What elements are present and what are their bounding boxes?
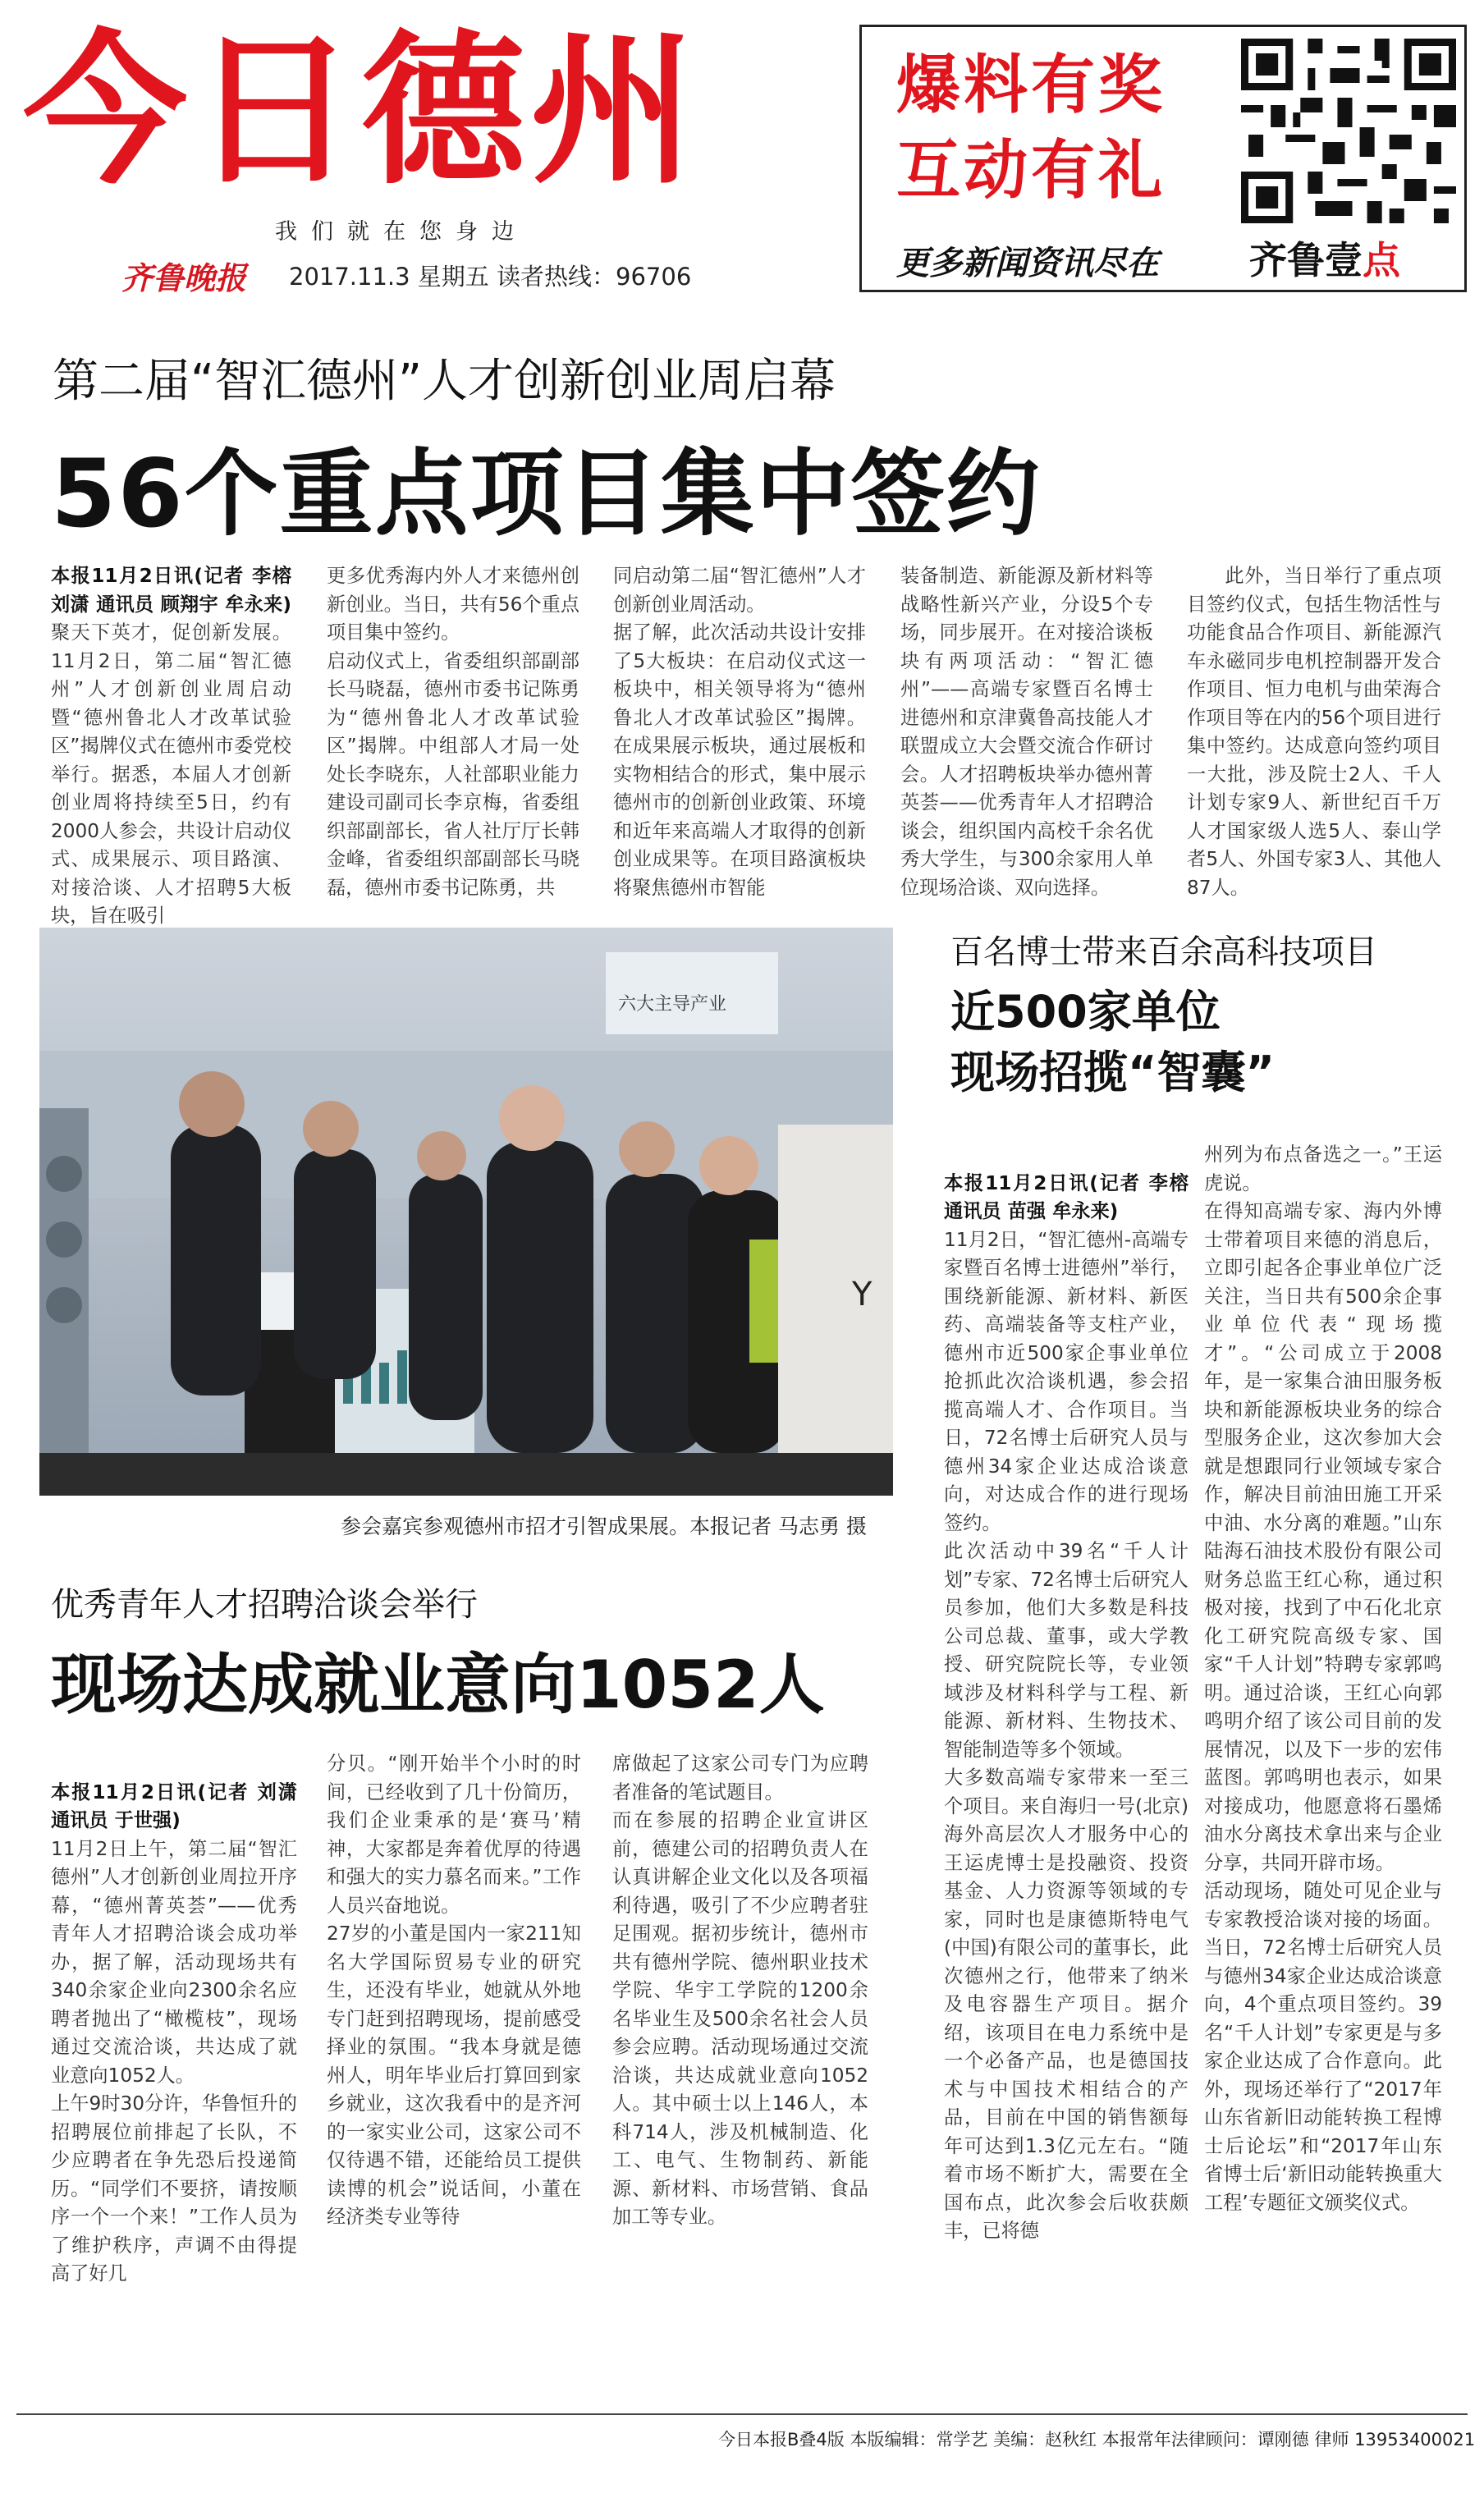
lead-col-1 xyxy=(51,562,291,927)
masthead-title: 今日德州 xyxy=(23,16,700,207)
app-logo xyxy=(1249,231,1400,285)
right-col-1 xyxy=(944,1141,1189,2389)
lower-col-2: 分贝。“刚开始半个小时的时间，已经收到了几十份简历，我们企业秉承的是‘赛马’精神，大家都是奔着优厚的待遇和强大的实力慕名而来。”工作人员兴奋地说。 27岁的小董是国内一家211知名大学国际贸易专业的研究生，还没有毕业，她就从外地专门赶到招聘现场，提前感受择业的氛围。“我本身就是德州人，明年毕业后打算回到家乡就业，这次我看中的是齐河的一家实业公司，这家公司不仅待遇不错，还能给员工提供读博的机会”说话间，小董在经济类专业等待 xyxy=(327,1753,581,2228)
exhibition-photo xyxy=(39,928,893,1496)
promo-box xyxy=(859,25,1467,292)
lower-headline: 现场达成就业意向1052人 xyxy=(51,1647,825,1723)
lead-headline: 56个重点项目集中签约 xyxy=(51,439,1042,548)
right-byline: 本报11月2日讯(记者 李榕 通讯员 苗强 牟永来) xyxy=(944,1171,1189,1222)
app-dot: 点 xyxy=(1363,238,1400,282)
lower-pre-headline: 优秀青年人才招聘洽谈会举行 xyxy=(51,1586,478,1624)
dateline: 2017.11.3 星期五 读者热线：96706 xyxy=(289,263,692,291)
paper-logo: 齐鲁晚报 xyxy=(121,259,247,296)
app-name: 齐鲁壹 xyxy=(1249,238,1363,282)
right-headline-line-1: 近500家单位 xyxy=(950,986,1221,1038)
lead-col-4: 装备制造、新能源及新材料等战略性新兴产业，分设5个专场，同步展开。在对接洽谈板块有两项活动：“智汇德州”——高端专家暨百名博士进德州和京津冀鲁高技能人才联盟成立大会暨交流合作研讨会。人才招聘板块举办德州菁英荟——优秀青年人才招聘洽谈会，组织国内高校千余名优秀大学生，与300余家用人单位现场洽谈、双向选择。 xyxy=(900,565,1153,899)
exhibition-photo-image xyxy=(39,928,893,1496)
lead-byline: 本报11月2日讯(记者 李榕 刘潇 通讯员 顾翔宇 牟永来) xyxy=(51,565,291,616)
lead-col-5: 此外，当日举行了重点项目签约仪式，包括生物活性与功能食品合作项目、新能源汽车永磁同步电机控制器开发合作项目、恒力电机与曲荣海合作项目等在内的56个项目进行集中签约。达成意向签约项目一大批，涉及院士2人、千人计划专家9人、新世纪百千万人才国家级人选5人、泰山学者5人、外国专家3人、其他人87人。 xyxy=(1187,565,1441,899)
svg-text:Y: Y xyxy=(852,1276,873,1313)
right-col-2: 州列为布点备选之一。”王运虎说。 在得知高端专家、海内外博士带着项目来德的消息后，立即引起各企事业单位广泛关注，当日共有500余企事业单位代表“现场揽才”。“公司成立于2008年，是一家集合油田服务板块和新能源板块业务的综合型服务企业，这次参加大会就是想跟同行业领域专家合作，解决目前油田施工开采中油、水分离的难题。”山东陆海石油技术股份有限公司财务总监王红心称，通过积极对接，找到了中石化北京化工研究院高级专家、国家“千人计划”特聘专家郭鸣明。通过洽谈，王红心向郭鸣明介绍了该公司目前的发展情况，以及下一步的宏伟蓝图。郭鸣明也表示，如果对接成功，他愿意将石墨烯油水分离技术拿出来与企业分享，共同开辟市场。 活动现场，随处可见企业与专家教授洽谈对接的场面。当日，72名博士后研究人员与德州34家企业达成洽谈意向，4个重点项目签约。39名“千人计划”专家更是与多家企业达成了合作意向。此外，现场还举行了“2017年山东省新旧动能转换工程博士后论坛”和“2017年山东省博士后‘新旧动能转换重大工程’专题征文颁奖仪式。 xyxy=(1204,1143,1442,2214)
right-pre-headline: 百名博士带来百余高科技项目 xyxy=(950,933,1377,971)
banner-text: 六大主导产业 xyxy=(618,994,727,1015)
lower-byline: 本报11月2日讯(记者 刘潇 通讯员 于世强) xyxy=(51,1780,297,1831)
lead-col-3: 同启动第二届“智汇德州”人才创新创业周活动。 据了解，此次活动共设计安排了5大板块：在启动仪式这一板块中，相关领导将为“德州鲁北人才改革试验区”揭牌。在成果展示板块，通过展板和实物相结合的形式，集中展示德州市的创新创业政策、环境和近年来高端人才取得的创新创业成果等。在项目路演板块将聚焦德州市智能 xyxy=(613,565,866,899)
right-col-1-text: 11月2日，“智汇德州-高端专家暨百名博士进德州”举行，围绕新能源、新材料、新医药、高端装备等支柱产业，德州市近500家企事业单位抢抓此次洽谈机遇，参会招揽高端人才、合作项目。当日，72名博士后研究人员与德州34家企业达成洽谈意向，对达成合作的进行现场签约。 此次活动中39名“千人计划”专家、72名博士后研究人员参加，他们大多数是科技公司总裁、董事，或大学教授、研究院院长等，专业领域涉及材料科学与工程、新能源、新材料、生物技术、智能制造等多个领域。 大多数高端专家带来一至三个项目。来自海归一号(北京)海外高层次人才服务中心的王运虎博士是投融资、投资基金、人力资源等领域的专家，同时也是康德斯特电气(中国)有限公司的董事长，此次德州之行，他带来了纳米及电容器生产项目。据介绍，该项目在电力系统中是一个必备产品，也是德国技术与中国技术相结合的产品，目前在中国的销售额每年可达到1.3亿元左右。“随着市场不断扩大，需要在全国布点，此次参会后收获颇丰，已将德 xyxy=(944,1228,1189,2242)
lower-col-1-text: 11月2日上午，第二届“智汇德州”人才创新创业周拉开序幕，“德州菁英荟”——优秀青年人才招聘洽谈会成功举办，据了解，活动现场共有340余家企业向2300余名应聘者抛出了“橄榄枝”，现场通过交流洽谈，共达成了就业意向1052人。 上午9时30分许，华鲁恒升的招聘展位前排起了长队，不少应聘者在争先恐后投递简历。“同学们不要挤，请按顺序一个一个来！”工作人员为了维护秩序，声调不由得提高了好几 xyxy=(51,1837,297,2285)
masthead-slogan: 我们就在您身边 xyxy=(275,219,528,245)
footer-credits: 今日本报B叠4版 本版编辑：常学艺 美编：赵秋红 本报常年法律顾问：谭刚德 律师 13953400021 xyxy=(718,2430,1476,2450)
footer-rule xyxy=(16,2413,1468,2415)
qr-code-icon[interactable] xyxy=(1241,39,1456,223)
photo-caption: 参会嘉宾参观德州市招才引智成果展。本报记者 马志勇 摄 xyxy=(341,1515,867,1538)
right-headline-line-2: 现场招揽“智囊” xyxy=(950,1047,1275,1098)
lead-pre-headline: 第二届“智汇德州”人才创新创业周启幕 xyxy=(53,355,836,408)
lead-col-2: 更多优秀海内外人才来德州创新创业。当日，共有56个重点项目集中签约。 启动仪式上，省委组织部副部长马晓磊，德州市委书记陈勇为“德州鲁北人才改革试验区”揭牌。中组部人才局一处处长李晓东，人社部职业能力建设司副司长李京梅，省委组织部副部长，省人社厅厅长韩金峰，省委组织部副部长马晓磊，德州市委书记陈勇，共 xyxy=(327,565,579,899)
lower-col-3: 席做起了这家公司专门为应聘者准备的笔试题目。 而在参展的招聘企业宣讲区前，德建公司的招聘负责人在认真讲解企业文化以及各项福利待遇，吸引了不少应聘者驻足围观。据初步统计，德州市共有德州学院、德州职业技术学院、华宇工学院的1200余名毕业生及500余名社会人员参会应聘。活动现场通过交流洽谈，共达成就业意向1052人。其中硕士以上146人，本科714人，涉及机械制造、化工、电气、生物制药、新能源、新材料、市场营销、食品加工等专业。 xyxy=(612,1753,868,2228)
lower-col-1 xyxy=(51,1750,297,2399)
promo-subline: 更多新闻资讯尽在 xyxy=(896,244,1159,282)
promo-line-1: 爆料有奖 xyxy=(896,48,1166,122)
promo-line-2: 互动有礼 xyxy=(896,134,1166,208)
lead-col-1-text: 聚天下英才，促创新发展。11月2日，第二届“智汇德州”人才创新创业周启动暨“德州鲁北人才改革试验区”揭牌仪式在德州市委党校举行。据悉，本届人才创新创业周将持续至5日，约有2000人参会，共设计启动仪式、成果展示、项目路演、对接洽谈、人才招聘5大板块，旨在吸引 xyxy=(51,621,291,927)
